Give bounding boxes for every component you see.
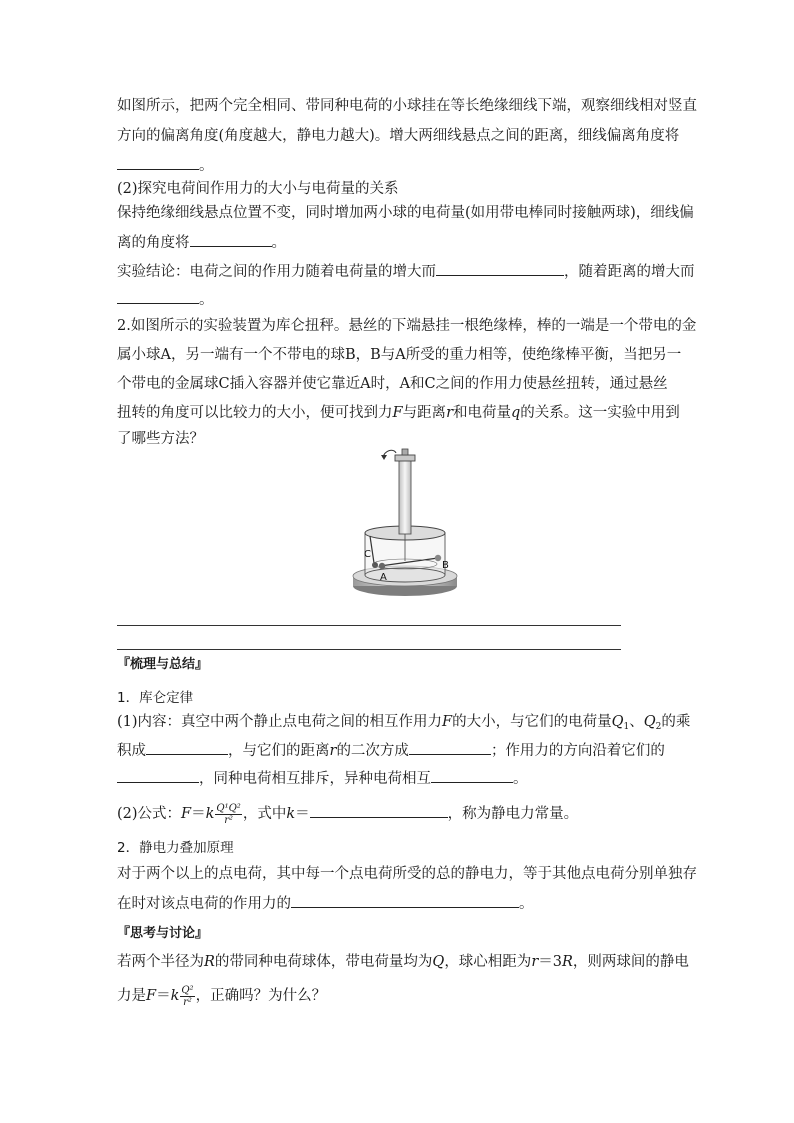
- label-a: A: [380, 572, 387, 583]
- suspension-tube: [399, 460, 411, 534]
- formula-line: 力是F＝k $\frac{\text{Q²}}{\text{r²}}$ ，正确吗？为什么？: [117, 984, 327, 1008]
- formula-line: (2)公式：F＝k $\frac{\text{Q¹Q²}}{\text{r²}}$ ，式中k＝ ，称为静电力常量。: [117, 802, 579, 826]
- paragraph-line: 如图所示，把两个完全相同、带同种电荷的小球挂在等长绝缘细线下端，观察细线相对竖直: [117, 98, 697, 114]
- answer-blank[interactable]: [431, 768, 513, 783]
- torsion-head: [395, 455, 415, 461]
- question-line: 个带电的金属球C插入容器并使它靠近A时，A和C之间的作用力使悬丝扭转，通过悬丝: [117, 376, 668, 392]
- question-line: 2.如图所示的实验装置为库仑扭秤。悬丝的下端悬挂一根绝缘棒，棒的一端是一个带电的金: [117, 318, 697, 334]
- label-b: B: [442, 560, 449, 571]
- paragraph-line: 方向的偏离角度(角度越大，静电力越大)。增大两细线悬点之间的距离，细线偏离角度将: [117, 128, 680, 144]
- answer-blank[interactable]: [291, 893, 519, 908]
- answer-rule[interactable]: [117, 625, 621, 626]
- answer-blank[interactable]: [117, 289, 199, 304]
- sub-heading: (2)探究电荷间作用力的大小与电荷量的关系: [117, 181, 399, 197]
- paragraph-line: 积成 ，与它们的距离r的二次方成 ；作用力的方向沿着它们的: [117, 740, 665, 761]
- arrow-head-icon: [381, 455, 387, 460]
- question-line: 扭转的角度可以比较力的大小，便可找到力F与距离r和电荷量q的关系。这一实验中用到: [117, 405, 680, 421]
- paragraph-line: 保持绝缘细线悬点位置不变，同时增加两小球的电荷量(如用带电棒同时接触两球)，细线偏: [117, 205, 694, 221]
- formula-fraction: $\frac{\text{Q²}}{\text{r²}}$: [181, 984, 194, 1008]
- paragraph-line: 。: [117, 155, 214, 176]
- ball-c: [372, 562, 378, 568]
- answer-blank[interactable]: [117, 768, 199, 783]
- paragraph-line: 若两个半径为R的带同种电荷球体，带电荷量均为Q，球心相距为r＝3R，则两球间的静电: [117, 954, 689, 970]
- answer-blank[interactable]: [436, 261, 564, 276]
- paragraph-line: 。: [117, 289, 214, 310]
- formula-fraction: $\frac{\text{Q¹Q²}}{\text{r²}}$: [216, 802, 241, 826]
- paragraph-line: 离的角度将 。: [117, 232, 286, 253]
- torsion-knob: [402, 449, 408, 455]
- discussion-heading: 『思考与讨论』: [117, 926, 209, 941]
- item-title: 2．静电力叠加原理: [117, 840, 234, 856]
- paragraph-line: ，同种电荷相互排斥，异种电荷相互 。: [117, 768, 528, 789]
- ball-b: [435, 555, 441, 561]
- answer-rule[interactable]: [117, 649, 621, 650]
- answer-blank[interactable]: [409, 740, 491, 755]
- paragraph-line: (1)内容：真空中两个静止点电荷之间的相互作用力F的大小，与它们的电荷量$Q_1$、$Q_2$的乘: [117, 714, 691, 732]
- question-line: 了哪些方法？: [117, 431, 204, 447]
- paragraph-line: 对于两个以上的点电荷，其中每一个点电荷所受的总的静电力，等于其他点电荷分别单独存: [117, 866, 697, 882]
- ball-a: [379, 563, 385, 569]
- paragraph-line: 在时对该点电荷的作用力的 。: [117, 893, 534, 914]
- answer-blank[interactable]: [146, 740, 228, 755]
- item-title: 1．库仑定律: [117, 690, 194, 706]
- conclusion-line: 实验结论：电荷之间的作用力随着电荷量的增大而 ，随着距离的增大而: [117, 261, 695, 282]
- torsion-balance-figure: [350, 448, 460, 603]
- answer-blank[interactable]: [190, 232, 272, 247]
- answer-blank[interactable]: [310, 803, 448, 818]
- label-c: C: [364, 549, 371, 560]
- question-line: 属小球A，另一端有一个不带电的球B，B与A所受的重力相等，使绝缘棒平衡，当把另一: [117, 347, 682, 363]
- answer-blank[interactable]: [117, 155, 199, 170]
- summary-heading: 『梳理与总结』: [117, 657, 209, 672]
- container-bottom: [365, 568, 445, 582]
